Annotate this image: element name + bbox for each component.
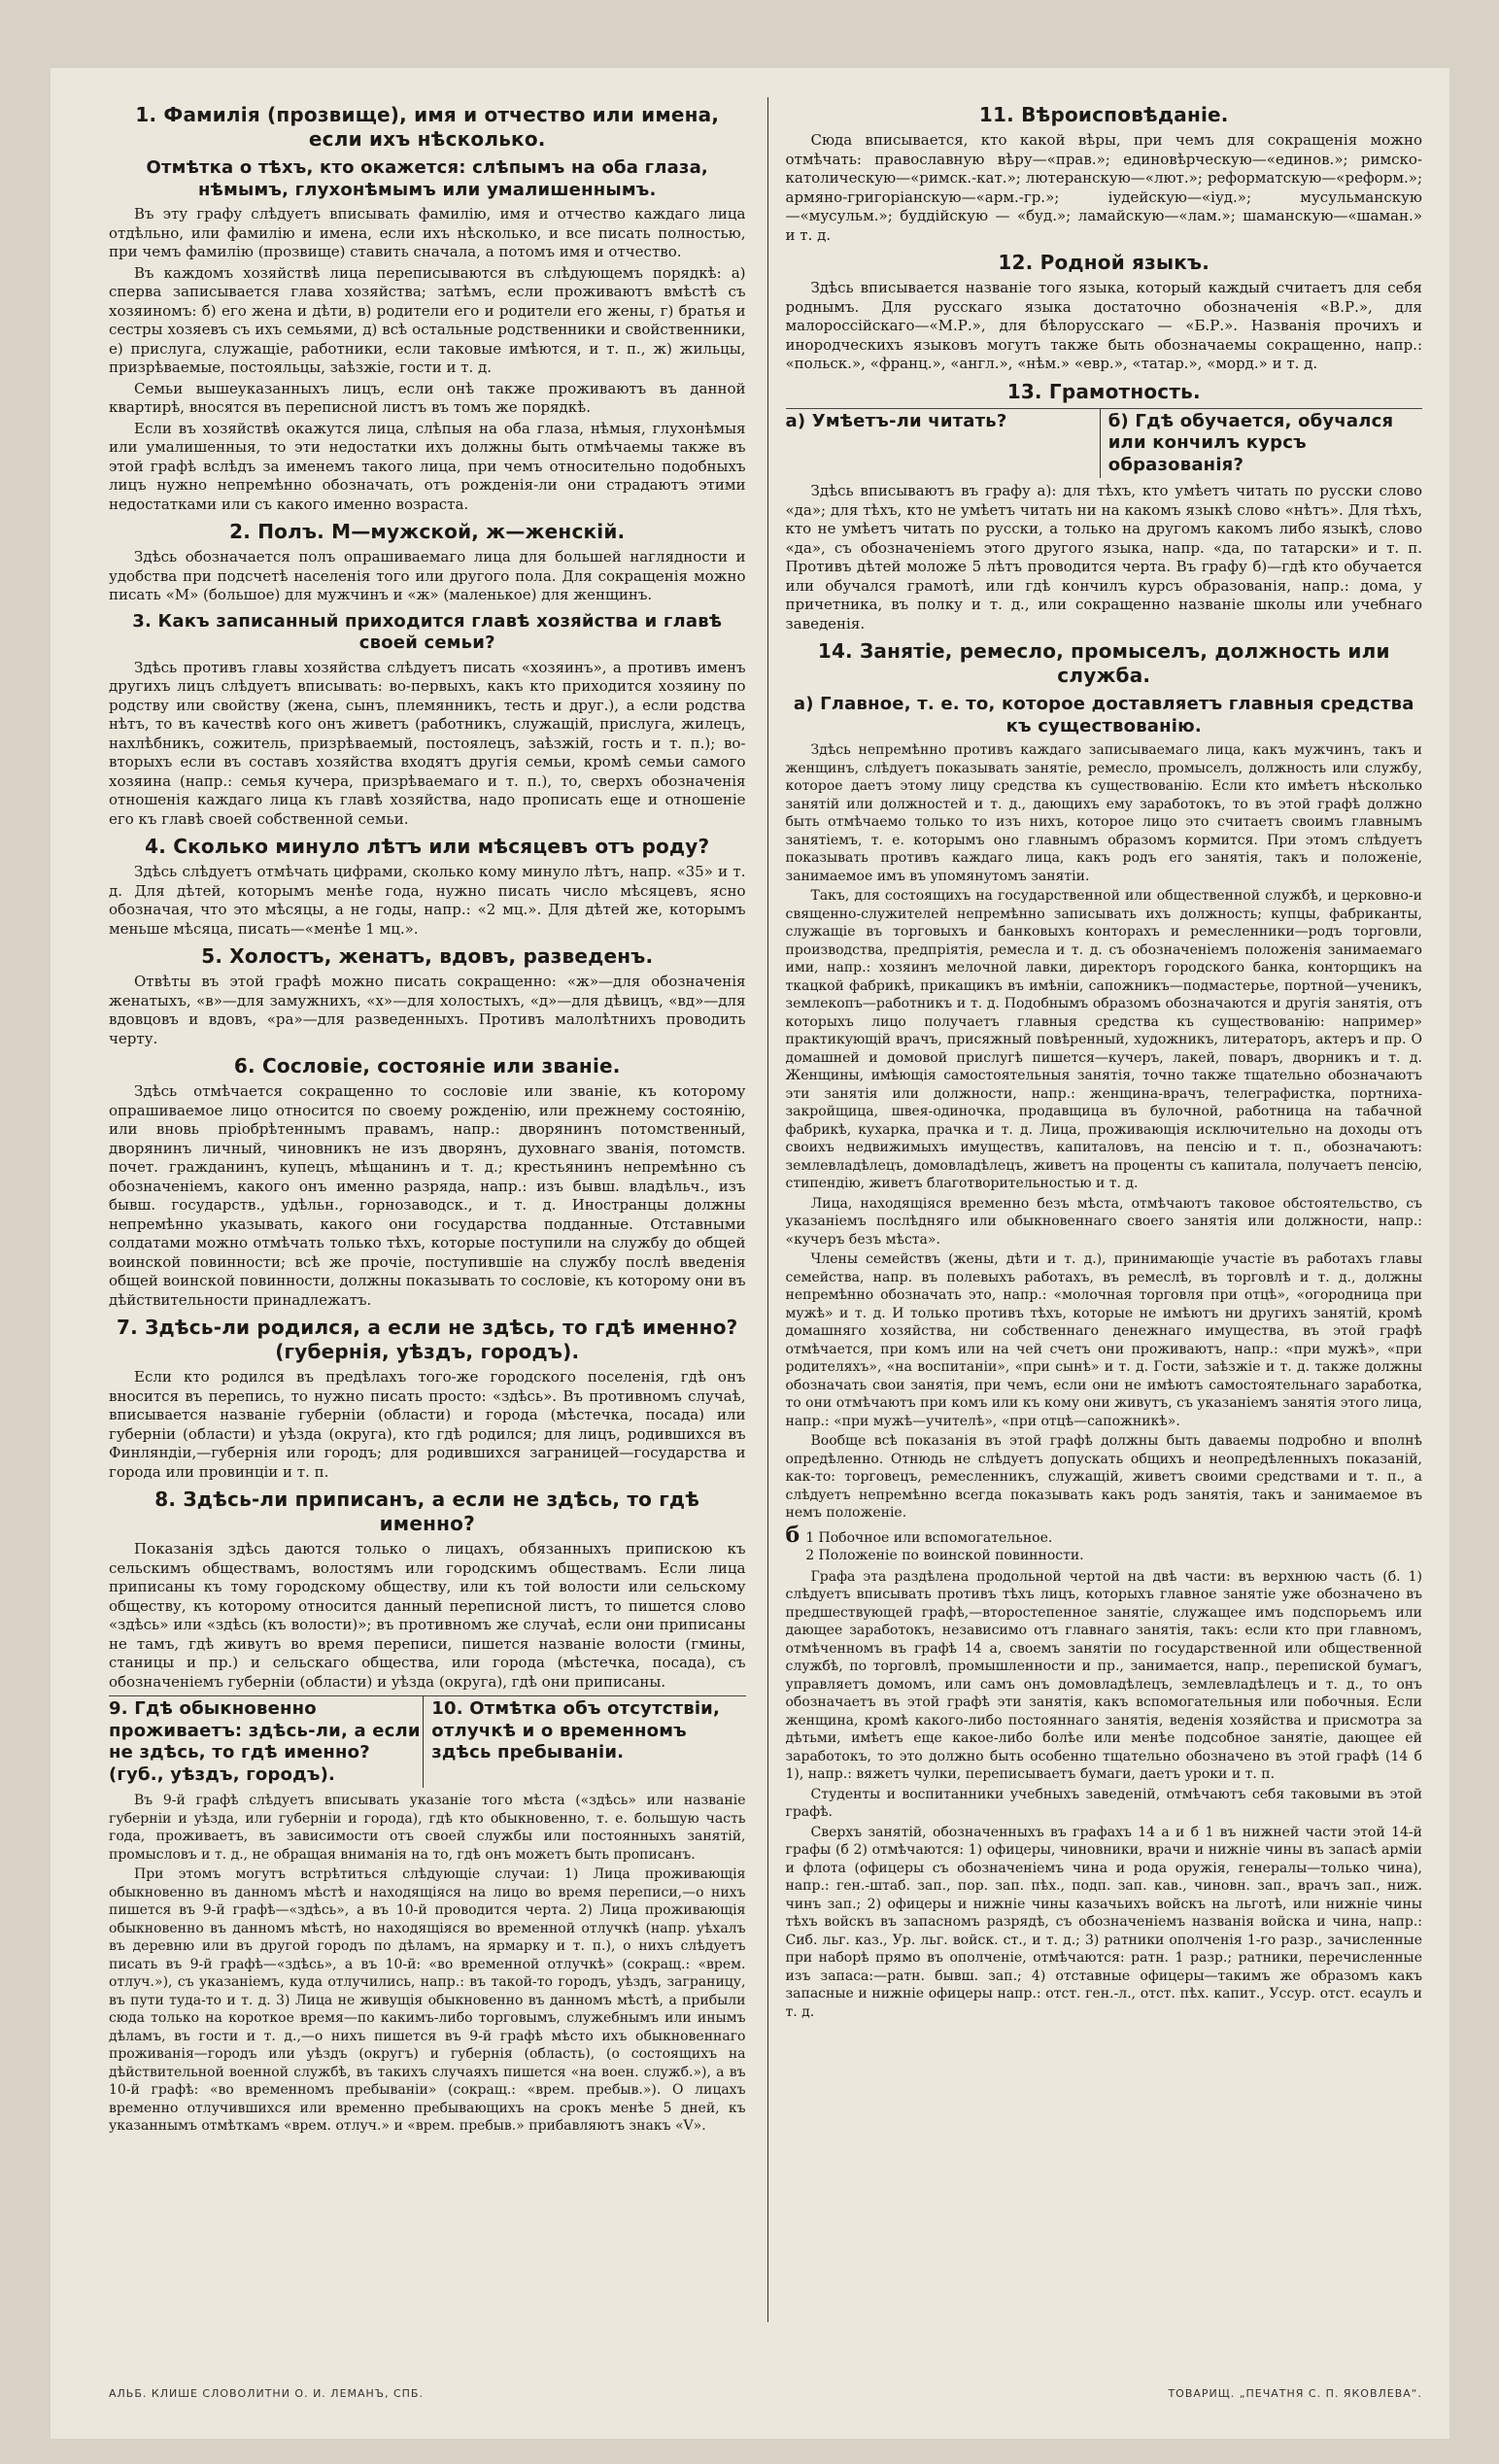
section-9-heading: 9. Гдѣ обыкновенно проживаетъ: здѣсь-ли, а если не здѣсь, то гдѣ именно? (губ., уѣздъ, городъ). [109, 1698, 421, 1785]
section-13-subheadings [786, 408, 1423, 479]
section-1-subheading: Отмѣтка о тѣхъ, кто окажется: слѣпымъ на оба глаза, нѣмымъ, глухонѣмымъ или умалишеннымъ. [146, 157, 708, 200]
sections-9-10-header [109, 1695, 746, 1788]
paragraph: Графа эта раздѣлена продольной чертой на двѣ части: въ верхнюю часть (б. 1) слѣдуетъ вписывать противъ тѣхъ лицъ, которыхъ главное занятіе уже обозначено въ предшествующей графѣ,—второстепенное занятіе, служащее имъ подспорьемъ или дающее заработокъ, независимо отъ главнаго занятія, такъ: если кто при главномъ, отмѣченномъ въ графѣ 14 а, своемъ занятіи по государственной или общественной службѣ, по торговлѣ, промышленности и пр., занимается, напр., перепиской бумагъ, управляетъ домомъ, или самъ онъ домовладѣлецъ, землевладѣлецъ и т. д., то онъ обозначаетъ въ этой графѣ эти занятія, какъ вспомогательныя или побочныя. Если женщина, кромѣ какого-либо постояннаго занятія, веденія хозяйства и присмотра за дѣтьми, имѣетъ еще какое-либо болѣе или менѣе подсобное занятіе, дающее ей заработокъ, то это должно быть особенно тщательно обозначено въ этой графѣ (14 б 1), напр.: вяжетъ чулки, переписываетъ бумаги, даетъ уроки и т. п. [785, 1568, 1422, 1782]
paragraph: Здѣсь слѣдуетъ отмѣчать цифрами, сколько кому минуло лѣтъ, напр. «35» и т. д. Для дѣтей, которымъ менѣе года, нужно писать число мѣсяцевъ, ясно обозначая, что это мѣсяцы, а не годы, напр.: «2 мц.». Для дѣтей же, которымъ меньше мѣсяца, писать—«менѣе 1 мц.». [109, 863, 746, 938]
paragraph: Въ 9-й графѣ слѣдуетъ вписывать указаніе того мѣста («здѣсь» или названіе губерніи и уѣзда, или губерніи и города), гдѣ кто обыкновенно, т. е. большую часть года, проживаетъ, въ зависимости отъ своей службы или постоянныхъ занятій, промысловъ и т. д., не обращая вниманія на то, гдѣ онъ можетъ быть прописанъ. [109, 1793, 746, 1863]
paragraph: Показанія здѣсь даются только о лицахъ, обязанныхъ припискою къ сельскимъ обществамъ, волостямъ или городскимъ обществамъ. Если лица приписаны къ тому городскому обществу, или къ той волости или сельскому обществу, къ которому относится данный переписной листъ, то пишется слово «здѣсь» или «здѣсь (къ волости)»; въ противномъ же случаѣ, если они приписаны не тамъ, гдѣ живутъ во время переписи, пишется названіе волости (гмины, станицы и пр.) и сельскаго общества, или города (мѣстечка, посада), съ обозначеніемъ губерніи (области) и уѣзда (округа), гдѣ они приписаны. [109, 1540, 746, 1691]
footer-left: АЛЬБ. КЛИШЕ СЛОВОЛИТНИ О. И. ЛЕМАНЪ, СПБ. [109, 2387, 424, 2400]
section-5-heading: 5. Холостъ, женатъ, вдовъ, разведенъ. [201, 944, 654, 968]
paragraph: Здѣсь непремѣнно противъ каждаго записываемаго лица, какъ мужчинъ, такъ и женщинъ, слѣдуетъ показывать занятіе, ремесло, промыселъ, должность или службу, которое даетъ этому лицу средства къ существованію. Если кто имѣетъ нѣсколько занятій или должностей и т. д., дающихъ ему заработокъ, то въ этой графѣ должно быть отмѣчаемо только то изъ нихъ, которое лицо это считаетъ своимъ главнымъ занятіемъ, т. е. которымъ оно главнымъ образомъ кормится. При этомъ слѣдуетъ показывать противъ каждаго лица, какъ родъ его занятія, такъ и положеніе, занимаемое имъ въ упомянутомъ занятіи. [785, 742, 1422, 884]
right-column [767, 97, 1423, 2322]
section-11-heading: 11. Вѣроисповѣданіе. [978, 103, 1229, 126]
paragraph: Здѣсь вписывается названіе того языка, который каждый считаетъ для себя роднымъ. Для русскаго языка достаточно обозначенія «В.Р.», для малороссійскаго—«М.Р.», для бѣлорусскаго — «Б.Р.». Названія прочихъ и инородческихъ языковъ могутъ также быть обозначаемы сокращенно, напр.: «польск.», «франц.», «англ.», «нѣм.» «евр.», «татар.», «морд.» и т. д. [785, 279, 1422, 372]
paragraph: Здѣсь обозначается полъ опрашиваемаго лица для большей наглядности и удобства при подсчетѣ населенія того или другого пола. Для сокращенія можно писать «М» (большое) для мужчинъ и «ж» (маленькое) для женщинъ. [109, 548, 746, 603]
section-14b2-label: 2 Положеніе по воинской повинности. [805, 1547, 1084, 1563]
section-1-heading: 1. Фамилія (прозвище), имя и отчество или имена, если ихъ нѣсколько. [135, 103, 720, 151]
paragraph: Здѣсь отмѣчается сокращенно то сословіе или званіе, къ которому опрашиваемое лицо относится по своему рожденію, или прежнему состоянію, или вновь пріобрѣтеннымъ правамъ, напр.: дворянинъ потомственный, дворянинъ личный, чиновникъ не изъ дворянъ, духовнаго званія, потомств. почет. гражданинъ, купецъ, мѣщанинъ и т. д.; крестьянинъ непремѣнно съ обозначеніемъ, какого онъ именно разряда, напр.: изъ бывш. владѣльч., изъ бывш. государств., удѣльн., горнозаводск., и т. д. Иностранцы должны непремѣнно указывать, какого они государства подданные. Отставными солдатами можно отмѣчать только тѣхъ, которые поступили на службу до общей воинской повинности; всѣ же прочіе, поступившіе на службу послѣ введенія общей воинской повинности, должны показывать то сословіе, къ которому они въ дѣйствительности принадлежатъ. [109, 1082, 746, 1309]
section-7-heading: 7. Здѣсь-ли родился, а если не здѣсь, то гдѣ именно? (губернія, уѣздъ, городъ). [117, 1316, 738, 1363]
section-8-heading: 8. Здѣсь-ли приписанъ, а если не здѣсь, то гдѣ именно? [154, 1488, 700, 1535]
paragraph: Такъ, для состоящихъ на государственной или общественной службѣ, и церковно-и священно-служителей непремѣнно записывать ихъ должность; купцы, фабриканты, служащіе въ торговыхъ и банковыхъ конторахъ и ремесленники—родъ торговли, производства, предпріятія, ремесла и т. д. съ обозначеніемъ положенія занимаемаго ими, напр.: хозяинъ мелочной лавки, директоръ городского банка, конторщикъ на ткацкой фабрикѣ, прикащикъ въ имѣніи, сапожникъ—подмастерье, портной—ученикъ, землекопъ—работникъ и т. д. Подобнымъ образомъ обозначаются и другія занятія, отъ которыхъ лицо получаетъ главныя средства къ существованію: например» практикующій врачъ, присяжный повѣренный, художникъ, литераторъ, актеръ и пр. О домашней и домовой прислугѣ пишется—кучеръ, лакей, поваръ, дворникъ и т. д. Женщины, имѣющія самостоятельныя занятія, точно также тщательно обозначаютъ эти занятія или должности, напр.: женщина-врачъ, телеграфистка, портниха-закройщица, швея-одиночка, продавщица въ булочной, работница на табачной фабрикѣ, кухарка, прачка и т. д. Лица, проживающія исключительно на доходы отъ своихъ недвижимыхъ имуществъ, капиталовъ, на пенсію и т. п., обозначаютъ: землевладѣлецъ, домовладѣлецъ, живетъ на проценты съ капитала, получаетъ пенсію, стипендію, живетъ благотворительностью и т. д. [785, 888, 1422, 1191]
paragraph: Въ каждомъ хозяйствѣ лица переписываются въ слѣдующемъ порядкѣ: а) сперва записывается глава хозяйства; затѣмъ, если проживаютъ вмѣстѣ съ хозяиномъ: б) его жена и дѣти, в) родители его и родители его жены, г) братья и сестры хозяевъ съ ихъ семьями, д) всѣ остальные родственники и свойственники, е) прислуга, служащіе, работники, если таковые имѣются, и т. п., ж) жильцы, призрѣваемые, постояльцы, заѣзжіе, гости и т. д. [109, 263, 746, 376]
section-3-heading: 3. Какъ записанный приходится главѣ хозяйства и главѣ своей семьи? [132, 610, 723, 653]
section-14a-heading: а) Главное, т. е. то, которое доставляетъ главныя средства къ существованію. [793, 694, 1414, 736]
paragraph: Члены семействъ (жены, дѣти и т. д.), принимающіе участіе въ работахъ главы семейства, напр. въ полевыхъ работахъ, въ ремеслѣ, въ торговлѣ и т. д., должны непремѣнно обозначать это, напр.: «молочная торговля при отцѣ», «огородница при мужѣ» и т. д. И только противъ тѣхъ, которые не имѣютъ ни другихъ занятій, кромѣ домашняго хозяйства, ни собственнаго денежнаго имущества, въ этой графѣ отмѣчается, при комъ или на чей счетъ они проживаютъ, напр.: «при мужѣ», «при родителяхъ», «на воспитаніи», «при сынѣ» и т. д. Гости, заѣзжіе и т. д. также должны обозначать свои занятія, при чемъ, если они не имѣютъ самостоятельнаго заработка, то они отмѣчаютъ при комъ или къ кому они живутъ, съ указаніемъ занятія этого лица, напр.: «при мужѣ—учителѣ», «при отцѣ—сапожникѣ». [785, 1251, 1422, 1429]
paragraph: Вообще всѣ показанія въ этой графѣ должны быть даваемы подробно и вполнѣ опредѣленно. Отнюдь не слѣдуетъ допускать общихъ и неопредѣленныхъ показаній, как-то: торговецъ, ремесленникъ, служащій, живетъ своими средствами и т. п., а слѣдуетъ непремѣнно всегда показывать какъ родъ занятія, такъ и занимаемое въ немъ положеніе. [785, 1433, 1422, 1521]
section-2-heading: 2. Полъ. М—мужской, ж—женскій. [229, 520, 626, 543]
section-13-heading: 13. Грамотность. [1006, 379, 1201, 403]
paragraph: Если въ хозяйствѣ окажутся лица, слѣпыя на оба глаза, нѣмыя, глухонѣмыя или умалишенныя, то эти недостатки ихъ должны быть отмѣчаемы также въ этой графѣ вслѣдъ за именемъ такого лица, при чемъ относительно подобныхъ лицъ нужно непремѣнно обозначать, отъ рожденія-ли они страдаютъ этими недостатками или съ какого именно возраста. [109, 419, 746, 513]
section-13b-heading: б) Гдѣ обучается, обучался или кончилъ курсъ образованія? [1107, 410, 1394, 475]
section-14b1-label: 1 Побочное или вспомогательное. [805, 1529, 1053, 1546]
paragraph: Отвѣты въ этой графѣ можно писать сокращенно: «ж»—для обозначенія женатыхъ, «в»—для замужнихъ, «х»—для холостыхъ, «д»—для дѣвицъ, «вд»—для вдовцовъ и вдовъ, «ра»—для разведенныхъ. Противъ малолѣтнихъ проводить черту. [109, 973, 746, 1047]
paragraph: Здѣсь вписываютъ въ графу а): для тѣхъ, кто умѣетъ читать по русски слово «да»; для тѣхъ, кто не умѣетъ читать ни на какомъ языкѣ слово «нѣтъ». Для тѣхъ, кто не умѣетъ читать по русски, а только на другомъ какомъ либо языкѣ, слово «да», съ обозначеніемъ этого другого языка, напр. «да, по татарски» и т. п. Противъ дѣтей моложе 5 лѣтъ проводится черта. Въ графу б)—гдѣ кто обучается или обучался грамотѣ, или гдѣ кончилъ курсъ образованія, напр.: дома, у причетника, въ полку и т. д., или сокращенно названіе школы или учебнаго заведенія. [785, 482, 1422, 633]
paragraph: Студенты и воспитанники учебныхъ заведеній, отмѣчаютъ себя таковыми въ этой графѣ. [785, 1786, 1422, 1820]
paragraph: Сюда вписывается, кто какой вѣры, при чемъ для сокращенія можно отмѣчать: православную вѣру—«прав.»; единовѣрческую—«единов.»; римско-католическую—«римск.-кат.»; лютеранскую—«лют.»; реформатскую—«реформ.»; армяно-григоріанскую—«арм.-гр.»; іудейскую—«іуд.»; мусульманскую—«мусульм.»; буддійскую — «буд.»; ламайскую—«лам.»; шаманскую—«шаман.» и т. д. [785, 131, 1422, 244]
paragraph: Здѣсь противъ главы хозяйства слѣдуетъ писать «хозяинъ», а противъ именъ другихъ лицъ слѣдуетъ вписывать: во-первыхъ, какъ кто приходится хозяину по родству или свойству (жена, сынъ, племянникъ, тесть и друг.), а если родства нѣтъ, то въ качествѣ кого онъ живетъ (работникъ, служащій, прислуга, жилецъ, нахлѣбникъ, сожитель, призрѣваемый, постоялецъ, заѣзжій, гость и т. п.); во-вторыхъ если въ составъ хозяйства входятъ другія семьи, кромѣ семьи самого хозяина (напр.: семья кучера, призрѣваемаго и т. п.), то, сверхъ обозначенія отношенія каждаго лица къ главѣ хозяйства, надо прописать еще и отношеніе его къ главѣ своей собственной семьи. [109, 658, 746, 828]
section-12-heading: 12. Родной языкъ. [998, 251, 1210, 274]
paragraph: Семьи вышеуказанныхъ лицъ, если онѣ также проживаютъ въ данной квартирѣ, вносятся въ переписной листъ въ томъ же порядкѣ. [109, 379, 746, 416]
section-4-heading: 4. Сколько минуло лѣтъ или мѣсяцевъ отъ роду? [145, 835, 710, 858]
print-footer [109, 2387, 1422, 2400]
census-instruction-sheet [51, 68, 1449, 2439]
paragraph: Въ эту графу слѣдуетъ вписывать фамилію, имя и отчество каждаго лица отдѣльно, или фамилію и имена, если ихъ нѣсколько, и все писать полностью, при чемъ фамилію (прозвище) ставить сначала, а потомъ имя и отчество. [109, 205, 746, 260]
paragraph: Если кто родился въ предѣлахъ того-же городского поселенія, гдѣ онъ вносится въ перепись, то нужно писать просто: «здѣсь». Въ противномъ случаѣ, вписывается названіе губерніи (области) и города (мѣстечка, посада) или губерніи (области) и уѣзда (округа), кто гдѣ родился; для лицъ, родившихся въ Финляндіи,—губернія или городъ; для родившихся заграницей—государства и города или провинціи и т. п. [109, 1368, 746, 1481]
section-10-heading: 10. Отмѣтка объ отсутствіи, отлучкѣ и о временномъ здѣсь пребываніи. [431, 1698, 721, 1762]
section-6-heading: 6. Сословіе, состояніе или званіе. [233, 1054, 621, 1078]
paragraph: Лица, находящіяся временно безъ мѣста, отмѣчаютъ таковое обстоятельство, съ указаніемъ послѣдняго или обыкновеннаго своего занятія или должности, напр.: «кучеръ безъ мѣста». [785, 1195, 1422, 1248]
section-14b-heading [785, 1522, 1423, 1564]
section-13a-heading: а) Умѣетъ-ли читать? [785, 410, 1007, 431]
left-column [109, 97, 746, 2322]
section-14b-letter: б [785, 1522, 801, 1548]
footer-right: ТОВАРИЩ. „ПЕЧАТНЯ С. П. ЯКОВЛЕВА“. [1168, 2387, 1422, 2400]
paragraph: Сверхъ занятій, обозначенныхъ въ графахъ 14 а и б 1 въ нижней части этой 14-й графы (б 2) отмѣчаются: 1) офицеры, чиновники, врачи и нижніе чины въ запасѣ арміи и флота (офицеры съ обозначеніемъ чина и рода оружія, генералы—только чина), напр.: ген.-штаб. зап., пор. зап. пѣх., подп. зап. кав., чиновн. зап., врачъ зап., ниж. чинъ зап.; 2) офицеры и нижніе чины казачьихъ войскъ на льготѣ, или нижніе чины тѣхъ войскъ въ запасномъ разрядѣ, съ обозначеніемъ названія войска и чина, напр.: Сиб. льг. каз., Ур. льг. войск. ст., и т. д.; 3) ратники ополченія 1-го разр., зачисленные при наборѣ прямо въ ополченіе, отмѣчаются: ратн. 1 разр.; ратники, перечисленные изъ запаса:—ратн. бывш. зап.; 4) отставные офицеры—такимъ же образомъ какъ запасные и нижніе офицеры напр.: отст. ген.-л., отст. пѣх. капит., Уссур. отст. есаулъ и т. д. [785, 1824, 1422, 2020]
section-14-heading: 14. Занятіе, ремесло, промыселъ, должность или служба. [817, 639, 1390, 687]
paragraph: При этомъ могутъ встрѣтиться слѣдующіе случаи: 1) Лица проживающія обыкновенно въ данномъ мѣстѣ и находящіяся на лицо во время переписи,—о нихъ пишется въ 9-й графѣ—«здѣсь», а въ 10-й проводится черта. 2) Лица проживающія обыкновенно въ данномъ мѣстѣ, но находящіяся во временной отлучкѣ (напр. уѣхалъ въ деревню или въ другой городъ по дѣламъ, на ярмарку и т. п.), о нихъ слѣдуетъ писать въ 9-й графѣ—«здѣсь», а въ 10-й: «во временной отлучкѣ» (сокращ.: «врем. отлуч.»), съ указаніемъ, куда отлучились, напр.: въ такой-то городъ, уѣздъ, заграницу, въ пути туда-то и т. д. 3) Лица не живущія обыкновенно въ данномъ мѣстѣ, а прибыли сюда только на короткое время—по какимъ-либо торговымъ, служебнымъ или инымъ дѣламъ, въ гости и т. д.,—о нихъ пишется въ 9-й графѣ мѣсто ихъ обыкновеннаго проживанія—городъ или уѣздъ (округъ) и губернія (область), (о состоящихъ на дѣйствительной военной службѣ, въ такихъ случаяхъ пишется «на воен. служб.»), а въ 10-й графѣ: «во временномъ пребываніи» (сокращ.: «врем. пребыв.»). О лицахъ временно отлучившихся или временно пребывающихъ на срокъ менѣе 5 дней, къ указаннымъ отмѣткамъ «врем. отлуч.» и «врем. пребыв.» прибавляютъ знакъ «V». [109, 1866, 746, 2134]
